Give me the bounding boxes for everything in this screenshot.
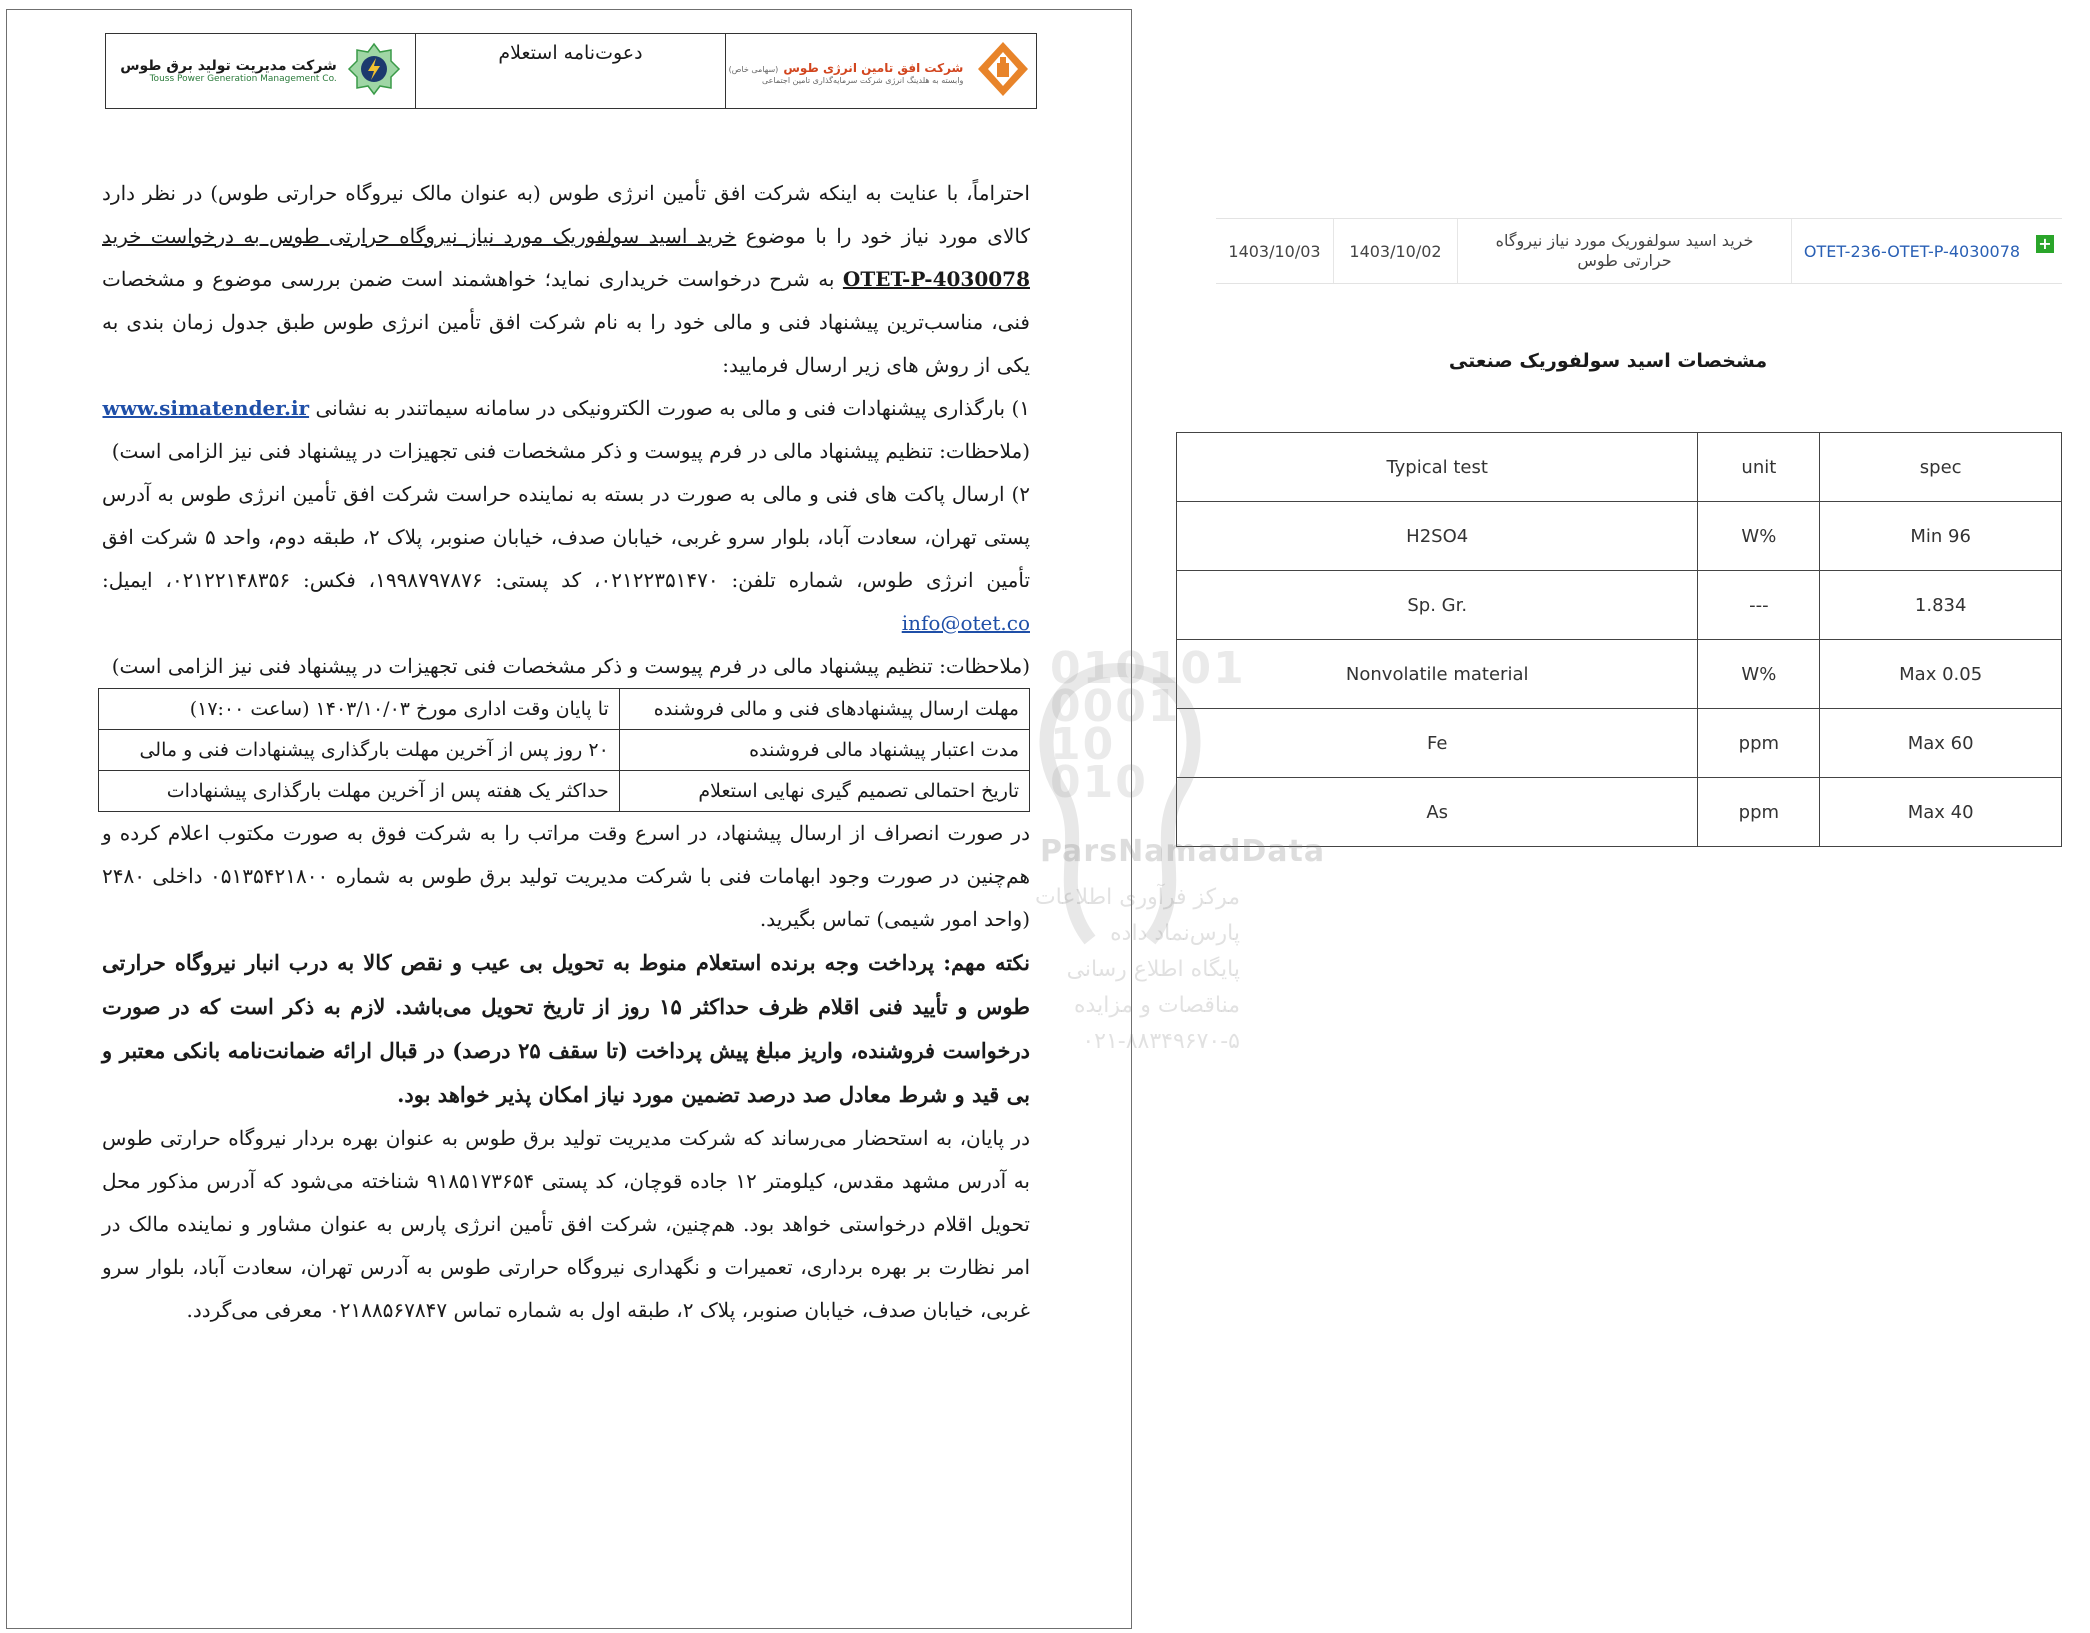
spec-value: Max 60 [1820, 709, 2062, 778]
intro-paragraph [102, 172, 1030, 387]
watermark-digit-line: 0001 [1050, 681, 1181, 732]
withdrawal-paragraph: در صورت انصراف از ارسال پیشنهاد، در اسرع وقت مراتب را به شرکت فوق به صورت مکتوب اعلام کرده و هم‌چنین در صورت وجود ابهامات فنی با شرکت مدیریت تولید برق طوس به شماره ۰۵۱۳۵۴۲۱۸۰۰ داخلی ۲۴۸۰ (واحد امور شیمی) تماس بگیرید. [102, 821, 1030, 931]
schedule-label: مهلت ارسال پیشنهادهای فنی و مالی فروشنده [619, 689, 1029, 730]
header-typical-test: Typical test [1177, 433, 1698, 502]
intro-text-a: احتراماً، با عنایت به اینکه شرکت افق تأمین انرژی طوس (به عنوان مالک نیروگاه حرارتی طوس) در نظر دارد کالای مورد نیاز خود را با موضوع [102, 181, 1030, 248]
schedule-label: مدت اعتبار پیشنهاد مالی فروشنده [619, 730, 1029, 771]
table-row [1177, 640, 2062, 709]
spec-value: Max 40 [1820, 778, 2062, 847]
expand-plus-icon[interactable]: + [2036, 235, 2054, 253]
ofogh-logo-text [729, 57, 964, 85]
table-row [99, 689, 1030, 730]
header-spec: spec [1820, 433, 2062, 502]
spec-test: Nonvolatile material [1177, 640, 1698, 709]
letter-body [102, 172, 1030, 1332]
note-2: (ملاحظات: تنظیم پیشنهاد مالی در فرم پیوست و ذکر مشخصات فنی تجهیزات در پیشنهاد فنی نیز الزامی است) [111, 654, 1030, 678]
spec-unit: W% [1698, 502, 1820, 571]
ofogh-logo-icon [973, 39, 1033, 103]
request-code: OTET-P-4030078 [842, 267, 1030, 291]
watermark-digits [1050, 643, 1246, 808]
listing-ref-link[interactable]: OTET-236-OTET-P-4030078 [1803, 241, 2021, 261]
header-unit: unit [1698, 433, 1820, 502]
schedule-value: ۲۰ روز پس از آخرین مهلت بارگذاری پیشنهادات فنی و مالی [99, 730, 620, 771]
watermark-digit-line: 010101 [1050, 643, 1246, 694]
intro-text-b: به شرح درخواست خریداری نماید؛ خواهشمند است ضمن بررسی موضوع و مشخصات فنی، مناسب‌ترین پیشنهاد فنی و مالی خود را به نام شرکت افق تأمین انرژی طوس طبق جدول زمان بندی به یکی از روش های زیر ارسال فرمایید: [102, 267, 1030, 377]
letter-title: دعوت‌نامه استعلام [416, 34, 726, 108]
header-right-logo [726, 34, 1036, 108]
watermark-digit-line: 10 [1050, 719, 1116, 770]
right-company-sub: وابسته به هلدینگ انرژی شرکت سرمایه‌گذاری تامین اجتماعی [761, 76, 964, 85]
method-1-text: ۱) بارگذاری پیشنهادات فنی و مالی به صورت الکترونیکی در سامانه سیماتندر به نشانی [315, 396, 1030, 420]
important-label: نکته مهم: [934, 950, 1030, 975]
spec-unit: --- [1698, 571, 1820, 640]
spec-table [1176, 432, 2062, 847]
important-note [102, 941, 1030, 1117]
important-text: پرداخت وجه برنده استعلام منوط به تحویل بی عیب و نقص کالا به درب انبار نیروگاه حرارتی طوس و تأیید فنی اقلام ظرف حداکثر ۱۵ روز از تاریخ تحویل می‌باشد. لازم به ذکر است که در صورت درخواست فروشنده، واریز مبلغ پیش پرداخت (تا سقف ۲۵ درصد) در قبال ارائه ضمانت‌نامه بانکی معتبر و بی قید و شرط معادل صد درصد تضمین مورد نیاز امکان پذیر خواهد بود. [102, 950, 1031, 1107]
spec-test: H2SO4 [1177, 502, 1698, 571]
watermark-digit-line: 010 [1050, 757, 1148, 808]
spec-value: 1.834 [1820, 571, 2062, 640]
email-link[interactable]: info@otet.co [901, 611, 1030, 635]
spec-unit: W% [1698, 640, 1820, 709]
listing-title: خرید اسید سولفوریک مورد نیاز نیروگاه حرارتی طوس [1458, 219, 1792, 283]
watermark-line2: پایگاه اطلاع رسانی مناقصات و مزایده [1066, 957, 1240, 1018]
spec-unit: ppm [1698, 778, 1820, 847]
spec-test: Sp. Gr. [1177, 571, 1698, 640]
intro-subject: خرید اسید سولفوریک مورد نیاز نیروگاه حرارتی طوس به درخواست خرید [102, 224, 737, 248]
listing-ref-cell [1792, 219, 2062, 283]
spec-test: As [1177, 778, 1698, 847]
left-company-fa: شرکت مدیریت تولید برق طوس [120, 58, 337, 74]
simatender-link[interactable]: www.simatender.ir [102, 396, 310, 420]
header-left-logo [106, 34, 416, 108]
method-2 [102, 473, 1030, 645]
table-row [1177, 571, 2062, 640]
method-2-text: ۲) ارسال پاکت های فنی و مالی به صورت در بسته به نماینده حراست شرکت افق تأمین انرژی طوس به آدرس پستی تهران، سعادت آباد، بلوار سرو غربی، خیابان صدف، خیابان صنوبر، پلاک ۲، طبقه دوم، واحد ۵ شرکت افق تأمین انرژی طوس، شماره تلفن: ۰۲۱۲۲۳۵۱۴۷۰، کد پستی: ۱۹۹۸۷۹۷۸۷۶، فکس: ۰۲۱۲۲۱۴۸۳۵۶، ایمیل: [102, 482, 1031, 592]
listing-end-date: 1403/10/03 [1216, 219, 1334, 283]
schedule-table [98, 688, 1030, 812]
watermark-brand: ParsNamadData [1040, 834, 1326, 869]
left-company-en: Touss Power Generation Management Co. [149, 74, 337, 84]
table-row [99, 730, 1030, 771]
right-company-note: (سهامی خاص) [728, 65, 779, 74]
watermark-subtext [1000, 880, 1240, 1060]
spec-title: مشخصات اسید سولفوریک صنعتی [1448, 350, 1768, 372]
note-1: (ملاحظات: تنظیم پیشنهاد مالی در فرم پیوست و ذکر مشخصات فنی تجهیزات در پیشنهاد فنی نیز الزامی است) [111, 439, 1030, 463]
letter-header [105, 33, 1037, 109]
listing-start-date: 1403/10/02 [1334, 219, 1458, 283]
spec-test: Fe [1177, 709, 1698, 778]
schedule-label: تاریخ احتمالی تصمیم گیری نهایی استعلام [619, 771, 1029, 812]
spec-value: Min 96 [1820, 502, 2062, 571]
right-company-fa: شرکت افق تامین انرژی طوس [783, 61, 964, 75]
watermark-phone: ۰۲۱-۸۸۳۴۹۶۷۰-۵ [1082, 1029, 1240, 1054]
method-1 [102, 387, 1030, 430]
table-row [1177, 709, 2062, 778]
table-row [1177, 502, 2062, 571]
watermark-line1: مرکز فرآوری اطلاعات پارس‌نماد داده [1034, 885, 1240, 946]
toos-power-logo-text [120, 58, 337, 84]
power-logo-icon [347, 42, 401, 100]
table-row [99, 771, 1030, 812]
spec-value: Max 0.05 [1820, 640, 2062, 709]
spec-unit: ppm [1698, 709, 1820, 778]
schedule-value: حداکثر یک هفته پس از آخرین مهلت بارگذاری پیشنهادات [99, 771, 620, 812]
tender-listing-row[interactable] [1216, 218, 2062, 284]
closing-paragraph: در پایان، به استحضار می‌رساند که شرکت مدیریت تولید برق طوس به عنوان بهره بردار نیروگاه حرارتی طوس به آدرس مشهد مقدس، کیلومتر ۱۲ جاده قوچان، کد پستی ۹۱۸۵۱۷۳۶۵۴ شناخته می‌شود که آدرس مذکور محل تحویل اقلام درخواستی خواهد بود. هم‌چنین، شرکت افق تأمین انرژی پارس به عنوان مشاور و نماینده مالک در امر نظارت بر بهره برداری، تعمیرات و نگهداری نیروگاه حرارتی طوس به آدرس تهران، سعادت آباد، بلوار سرو غربی، خیابان صدف، خیابان صنوبر، پلاک ۲، طبقه اول به شماره تماس ۰۲۱۸۸۵۶۷۸۴۷ معرفی می‌گردد. [102, 1126, 1030, 1322]
table-header-row [1177, 433, 2062, 502]
schedule-value: تا پایان وقت اداری مورخ ۱۴۰۳/۱۰/۰۳ (ساعت ۱۷:۰۰) [99, 689, 620, 730]
